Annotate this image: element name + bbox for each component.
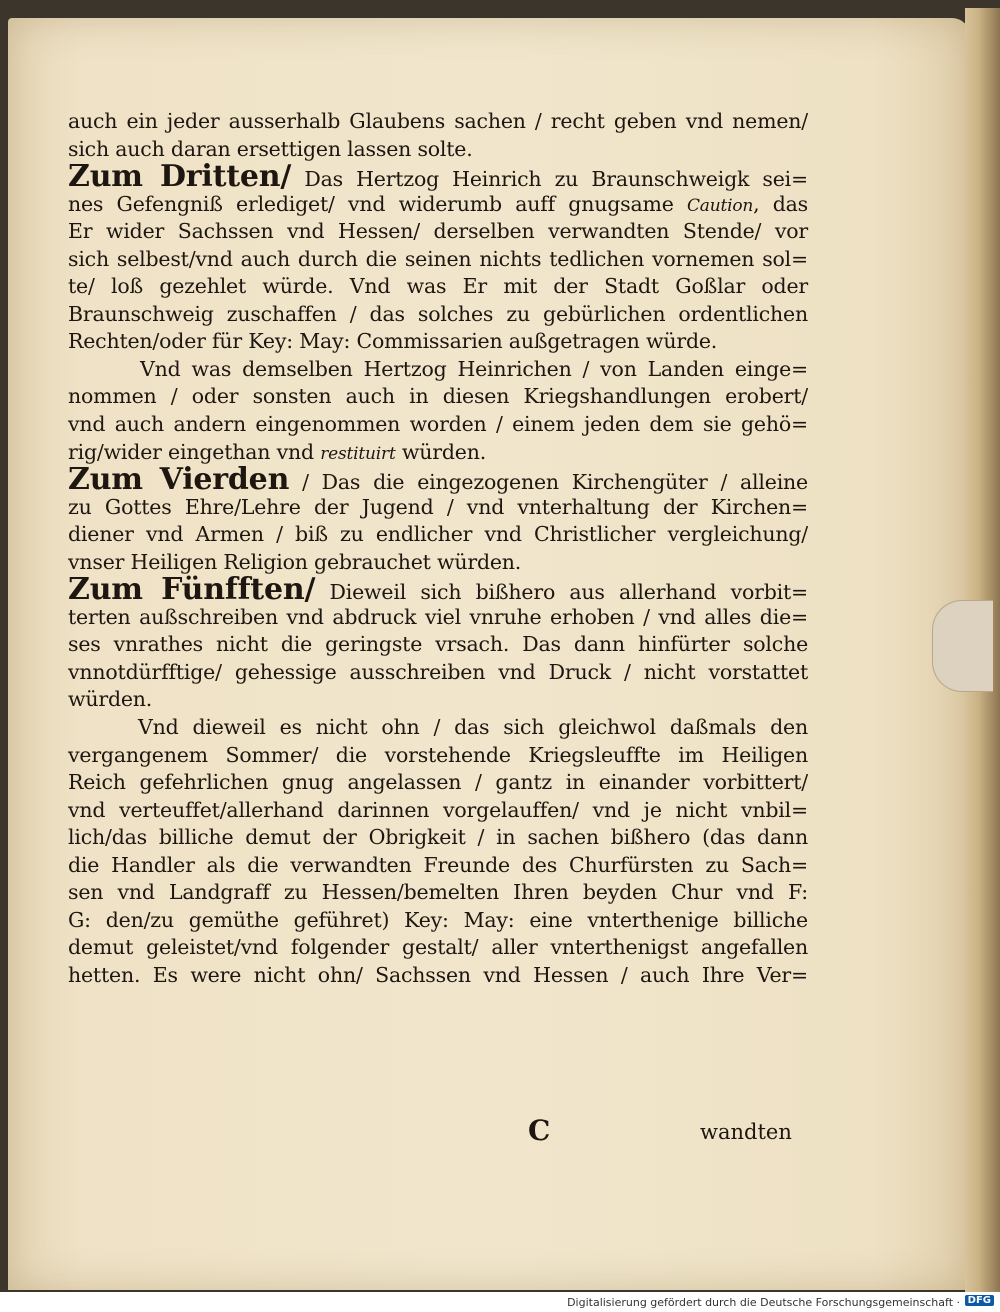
line-text: vnd auch andern eingenommen worden / einem jeden dem sie gehö= — [68, 412, 808, 437]
text-line — [68, 824, 808, 852]
text-line — [68, 246, 808, 274]
line-text: rig/wider eingethan vnd — [68, 439, 321, 464]
text-line — [68, 273, 808, 301]
text-line — [68, 659, 808, 687]
line-text: terten außschreiben vnd abdruck viel vnruhe erhoben / vnd alles die= — [68, 604, 808, 629]
line-text: vnser Heiligen Religion gebrauchet würden. — [68, 549, 522, 574]
line-text: sich auch daran ersettigen lassen solte. — [68, 136, 473, 161]
text-line — [68, 714, 808, 742]
catchword: wandten — [700, 1120, 792, 1144]
text-line — [68, 797, 808, 825]
line-text: Rechten/oder für Key: May: Commissarien außgetragen würde. — [68, 329, 718, 354]
text-line — [68, 462, 808, 498]
bookmark-tab — [932, 600, 993, 692]
line-text: Er wider Sachssen vnd Hessen/ derselben verwandten Stende/ vor — [68, 219, 808, 244]
line-text: zu Gottes Ehre/Lehre der Jugend / vnd vnterhaltung der Kirchen= — [68, 494, 808, 519]
line-text-continued: , das — [753, 191, 808, 216]
footer-credit: Digitalisierung gefördert durch die Deutsche Forschungsgemeinschaft · — [567, 1296, 960, 1309]
line-text: Dieweil sich bißhero aus allerhand vorbit= — [315, 580, 808, 605]
page-text — [68, 108, 808, 990]
line-text: sich selbest/vnd auch durch die seinen nichts tedlichen vornemen sol= — [68, 246, 808, 271]
text-line — [68, 159, 808, 195]
text-line — [68, 686, 808, 714]
line-text: die Handler als die verwandten Freunde des Churfürsten zu Sach= — [68, 852, 808, 877]
text-line — [68, 494, 808, 522]
line-text: Reich gefehrlichen gnug angelassen / gantz in einander vorbittert/ — [68, 770, 808, 795]
signature-mark: C — [528, 1114, 551, 1147]
line-text: auch ein jeder ausserhalb Glaubens sachen / recht geben vnd nemen/ — [68, 109, 808, 133]
line-text: vergangenem Sommer/ die vorstehende Kriegsleuffte im Heiligen — [68, 742, 808, 767]
text-line — [68, 191, 808, 219]
section-heading: Zum Vierden — [68, 462, 290, 498]
latin-term: Caution — [686, 195, 754, 216]
line-text: nes Gefengniß erlediget/ vnd widerumb auff gnugsame — [68, 191, 687, 216]
line-text: würden. — [68, 687, 153, 712]
text-line — [68, 383, 808, 411]
text-line — [68, 907, 808, 935]
text-line — [68, 301, 808, 329]
line-text: Vnd dieweil es nicht ohn / das sich gleichwol daßmals den — [138, 715, 808, 740]
line-text-continued: würden. — [395, 439, 487, 464]
text-line — [68, 852, 808, 880]
line-text: Das Hertzog Heinrich zu Braunschweigk sei= — [291, 167, 808, 192]
line-text: Vnd was demselben Hertzog Heinrichen / von Landen einge= — [140, 356, 808, 381]
digitization-footer — [0, 1292, 1000, 1312]
section-heading: Zum Fünfften/ — [68, 572, 316, 608]
text-line — [68, 742, 808, 770]
text-line — [68, 572, 808, 608]
line-text: diener vnd Armen / biß zu endlicher vnd Christlicher vergleichung/ — [68, 522, 808, 547]
text-line — [68, 411, 808, 439]
text-line — [68, 769, 808, 797]
latin-term: restituirt — [320, 443, 396, 464]
text-line — [68, 934, 808, 962]
line-text: nommen / oder sonsten auch in diesen Kriegshandlungen erobert/ — [68, 384, 808, 409]
text-line — [68, 356, 808, 384]
dfg-logo: DFG — [965, 1295, 994, 1306]
line-text: sen vnd Landgraff zu Hessen/bemelten Ihren beyden Chur vnd F: — [68, 880, 808, 905]
line-text: ses vnrathes nicht die geringste vrsach. Das dann hinfürter solche — [68, 632, 808, 657]
text-line — [68, 521, 808, 549]
section-heading: Zum Dritten/ — [68, 159, 292, 195]
text-line — [68, 879, 808, 907]
line-text: lich/das billiche demut der Obrigkeit / in sachen bißhero (das dann — [68, 825, 808, 850]
line-text: Braunschweig zuschaffen / das solches zu gebürlichen ordentlichen — [68, 301, 808, 326]
line-text: demut geleistet/vnd folgender gestalt/ aller vnterthenigst angefallen — [68, 935, 808, 960]
line-text: G: den/zu gemüthe geführet) Key: May: eine vnterthenige billiche — [68, 907, 808, 932]
line-text: vnd verteuffet/allerhand darinnen vorgelauffen/ vnd je nicht vnbil= — [68, 797, 808, 822]
line-text: / Das die eingezogenen Kirchengüter / alleine — [289, 470, 808, 495]
page-footer-marks — [520, 1114, 800, 1148]
line-text: te/ loß gezehlet würde. Vnd was Er mit der Stadt Goßlar oder — [68, 274, 808, 299]
text-line — [68, 631, 808, 659]
text-line — [68, 962, 808, 990]
text-line — [68, 108, 808, 136]
text-line — [68, 218, 808, 246]
line-text: hetten. Es were nicht ohn/ Sachssen vnd Hessen / auch Ihre Ver= — [68, 962, 808, 987]
text-line — [68, 328, 808, 356]
line-text: vnnotdürfftige/ gehessige ausschreiben vnd Druck / nicht vorstattet — [68, 659, 808, 684]
text-line — [68, 604, 808, 632]
